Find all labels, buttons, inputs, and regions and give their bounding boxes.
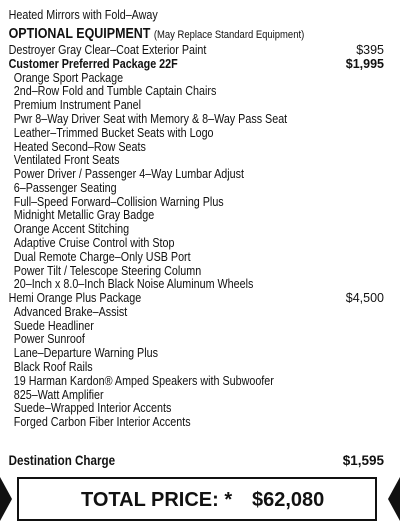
destination-charge-price: $1,595 (342, 453, 384, 468)
package-feature-item: Power Sunroof (13, 332, 85, 347)
package-feature-item: Leather–Trimmed Bucket Seats with Logo (13, 125, 214, 140)
package-feature-item: Midnight Metallic Gray Badge (13, 208, 155, 223)
package-feature-item: Orange Sport Package (13, 70, 124, 85)
package-feature-item: Suede Headliner (13, 318, 94, 333)
total-price-box (17, 477, 377, 521)
total-price-value: $62,080 (252, 489, 325, 511)
package-feature-item: Black Roof Rails (13, 359, 93, 374)
package-feature-item: Ventilated Front Seats (13, 153, 120, 168)
package-feature-item: Full–Speed Forward–Collision Warning Plus (13, 194, 224, 209)
package-feature-item: Heated Second–Row Seats (13, 139, 146, 154)
equipment-line-item: Hemi Orange Plus Package (8, 291, 142, 305)
left-arrow-icon (0, 477, 12, 521)
package-feature-item: Power Tilt / Telescope Steering Column (13, 263, 202, 278)
package-feature-item: Lane–Departure Warning Plus (13, 346, 158, 361)
equipment-price: $395 (356, 43, 384, 57)
package-feature-item: Advanced Brake–Assist (13, 304, 128, 319)
package-feature-item: Dual Remote Charge–Only USB Port (13, 249, 191, 264)
package-feature-item: Adaptive Cruise Control with Stop (13, 235, 175, 250)
package-feature-item: 20–Inch x 8.0–Inch Black Noise Aluminum Wheels (13, 277, 254, 292)
optional-equipment-title: OPTIONAL EQUIPMENT (8, 26, 151, 42)
destination-charge-label: Destination Charge (8, 453, 116, 468)
right-arrow-icon (388, 477, 400, 521)
header-line: Heated Mirrors with Fold–Away (8, 8, 158, 22)
package-feature-item: Premium Instrument Panel (13, 98, 142, 113)
equipment-price: $1,995 (345, 56, 384, 71)
package-feature-item: Suede–Wrapped Interior Accents (13, 401, 172, 416)
package-feature-item: Forged Carbon Fiber Interior Accents (13, 415, 191, 430)
package-feature-item: 19 Harman Kardon® Amped Speakers with Subwoofer (13, 373, 274, 388)
package-feature-item: 6–Passenger Seating (13, 180, 117, 195)
equipment-price: $4,500 (345, 291, 384, 305)
package-feature-item: 2nd–Row Fold and Tumble Captain Chairs (13, 84, 217, 99)
equipment-line-item: Destroyer Gray Clear–Coat Exterior Paint (8, 43, 207, 57)
package-feature-item: 825–Watt Amplifier (13, 387, 104, 402)
optional-equipment-note: (May Replace Standard Equipment) (153, 29, 305, 41)
package-feature-item: Orange Accent Stitching (13, 222, 130, 237)
equipment-line-item: Customer Preferred Package 22F (8, 56, 178, 71)
package-feature-item: Pwr 8–Way Driver Seat with Memory & 8–Way Pass Seat (13, 111, 288, 126)
total-price-label: TOTAL PRICE: * (81, 489, 233, 511)
package-feature-item: Power Driver / Passenger 4–Way Lumbar Adjust (13, 167, 244, 181)
